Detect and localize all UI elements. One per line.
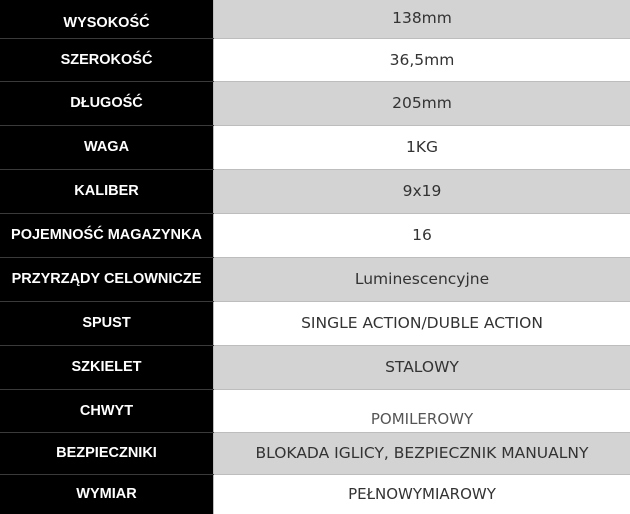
spec-value: 9x19 xyxy=(214,169,630,213)
spec-value: 1KG xyxy=(214,125,630,169)
spec-label: WYSOKOŚĆ xyxy=(0,0,214,38)
spec-value: SINGLE ACTION/DUBLE ACTION xyxy=(214,301,630,345)
spec-value: 205mm xyxy=(214,81,630,125)
table-row xyxy=(0,125,630,169)
spec-label: DŁUGOŚĆ xyxy=(0,81,214,125)
table-row xyxy=(0,0,630,38)
table-row xyxy=(0,432,630,474)
spec-value: POMILEROWY xyxy=(214,389,630,432)
spec-label: PRZYRZĄDY CELOWNICZE xyxy=(0,257,214,301)
spec-value: 16 xyxy=(214,213,630,257)
table-row xyxy=(0,257,630,301)
spec-label: WAGA xyxy=(0,125,214,169)
table-row xyxy=(0,38,630,81)
spec-label: CHWYT xyxy=(0,389,214,432)
spec-value: STALOWY xyxy=(214,345,630,389)
spec-label: POJEMNOŚĆ MAGAZYNKA xyxy=(0,213,214,257)
spec-label: SZEROKOŚĆ xyxy=(0,38,214,81)
spec-label: KALIBER xyxy=(0,169,214,213)
table-row xyxy=(0,81,630,125)
spec-label: SPUST xyxy=(0,301,214,345)
spec-label: SZKIELET xyxy=(0,345,214,389)
table-row xyxy=(0,345,630,389)
spec-value: 36,5mm xyxy=(214,38,630,81)
table-row xyxy=(0,301,630,345)
spec-value: Luminescencyjne xyxy=(214,257,630,301)
spec-value: BLOKADA IGLICY, BEZPIECZNIK MANUALNY xyxy=(214,432,630,474)
spec-value: 138mm xyxy=(214,0,630,38)
spec-label: WYMIAR xyxy=(0,474,214,514)
spec-value: PEŁNOWYMIAROWY xyxy=(214,474,630,514)
table-row xyxy=(0,474,630,514)
table-row xyxy=(0,169,630,213)
table-row xyxy=(0,213,630,257)
spec-label: BEZPIECZNIKI xyxy=(0,432,214,474)
table-row xyxy=(0,389,630,432)
